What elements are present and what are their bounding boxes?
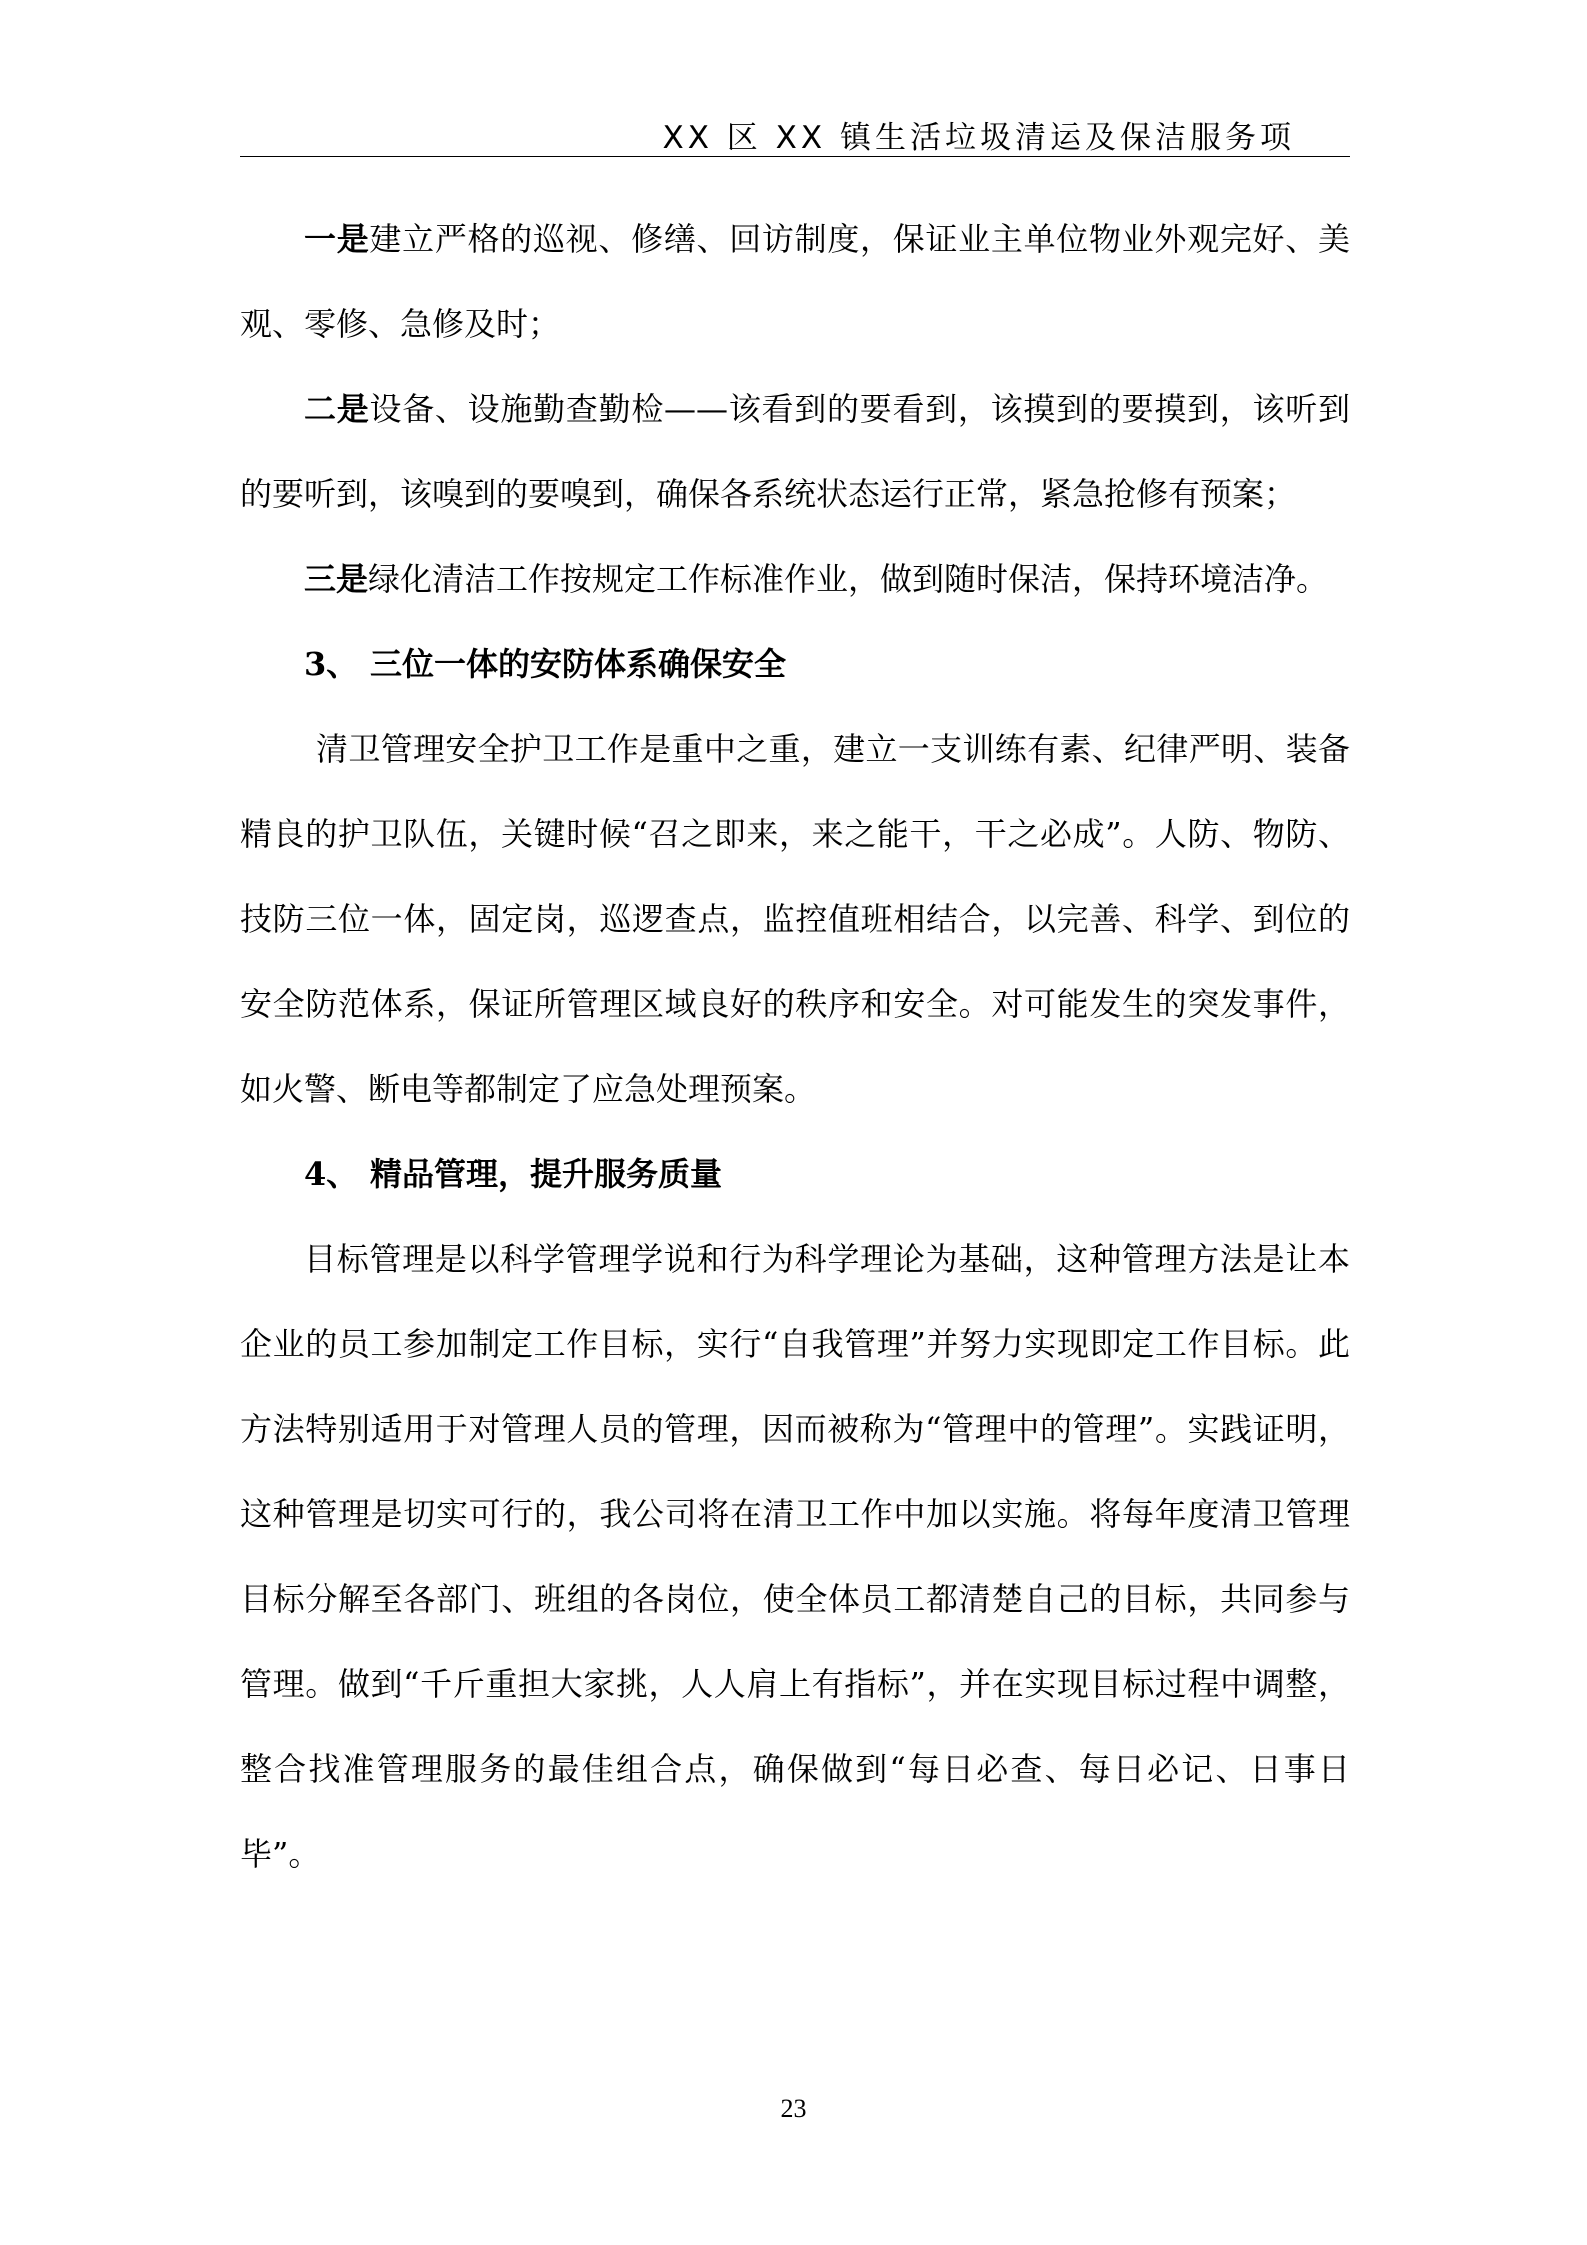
page-header <box>240 108 1350 157</box>
paragraph-1 <box>240 197 1350 367</box>
section-3-paragraph: 清卫管理安全护卫工作是重中之重，建立一支训练有素、纪律严明、装备精良的护卫队伍，关键时候“召之即来，来之能干，干之必成”。人防、物防、技防三位一体，固定岗，巡逻查点，监控值班相结合，以完善、科学、到位的安全防范体系，保证所管理区域良好的秩序和安全。对可能发生的突发事件，如火警、断电等都制定了应急处理预案。 <box>240 730 1350 1108</box>
paragraph-text: 设备、设施勤查勤检——该看到的要看到，该摸到的要摸到，该听到的要听到，该嗅到的要嗅到，确保各系统状态运行正常，紧急抢修有预案； <box>240 390 1350 513</box>
section-4-paragraph: 目标管理是以科学管理学说和行为科学理论为基础，这种管理方法是让本企业的员工参加制定工作目标，实行“自我管理”并努力实现即定工作目标。此方法特别适用于对管理人员的管理，因而被称为“管理中的管理”。实践证明，这种管理是切实可行的，我公司将在清卫工作中加以实施。将每年度清卫管理目标分解至各部门、班组的各岗位，使全体员工都清楚自己的目标，共同参与管理。做到“千斤重担大家挑，人人肩上有指标”，并在实现目标过程中调整，整合找准管理服务的最佳组合点，确保做到“每日必查、每日必记、日事日毕”。 <box>240 1240 1350 1873</box>
paragraph-text: 建立严格的巡视、修缮、回访制度，保证业主单位物业外观完好、美观、零修、急修及时； <box>240 220 1350 343</box>
section-4-number: 4、 <box>304 1155 359 1193</box>
paragraph-lead: 三是 <box>304 560 369 598</box>
document-body <box>240 197 1350 1897</box>
paragraph-lead: 一是 <box>304 220 370 258</box>
paragraph-text: 绿化清洁工作按规定工作标准作业，做到随时保洁，保持环境洁净。 <box>368 560 1329 598</box>
paragraph-lead: 二是 <box>304 390 370 428</box>
page-number: 23 <box>780 2094 807 2123</box>
header-title: XX 区 XX 镇生活垃圾清运及保洁服务项 <box>662 120 1295 156</box>
section-3-number: 3、 <box>304 645 359 683</box>
section-4-heading <box>240 1132 1350 1217</box>
section-3-heading <box>240 622 1350 707</box>
section-4-title: 精品管理，提升服务质量 <box>370 1155 723 1193</box>
paragraph-3 <box>240 537 1350 622</box>
section-3-title: 三位一体的安防体系确保安全 <box>370 645 787 683</box>
paragraph-2 <box>240 367 1350 537</box>
